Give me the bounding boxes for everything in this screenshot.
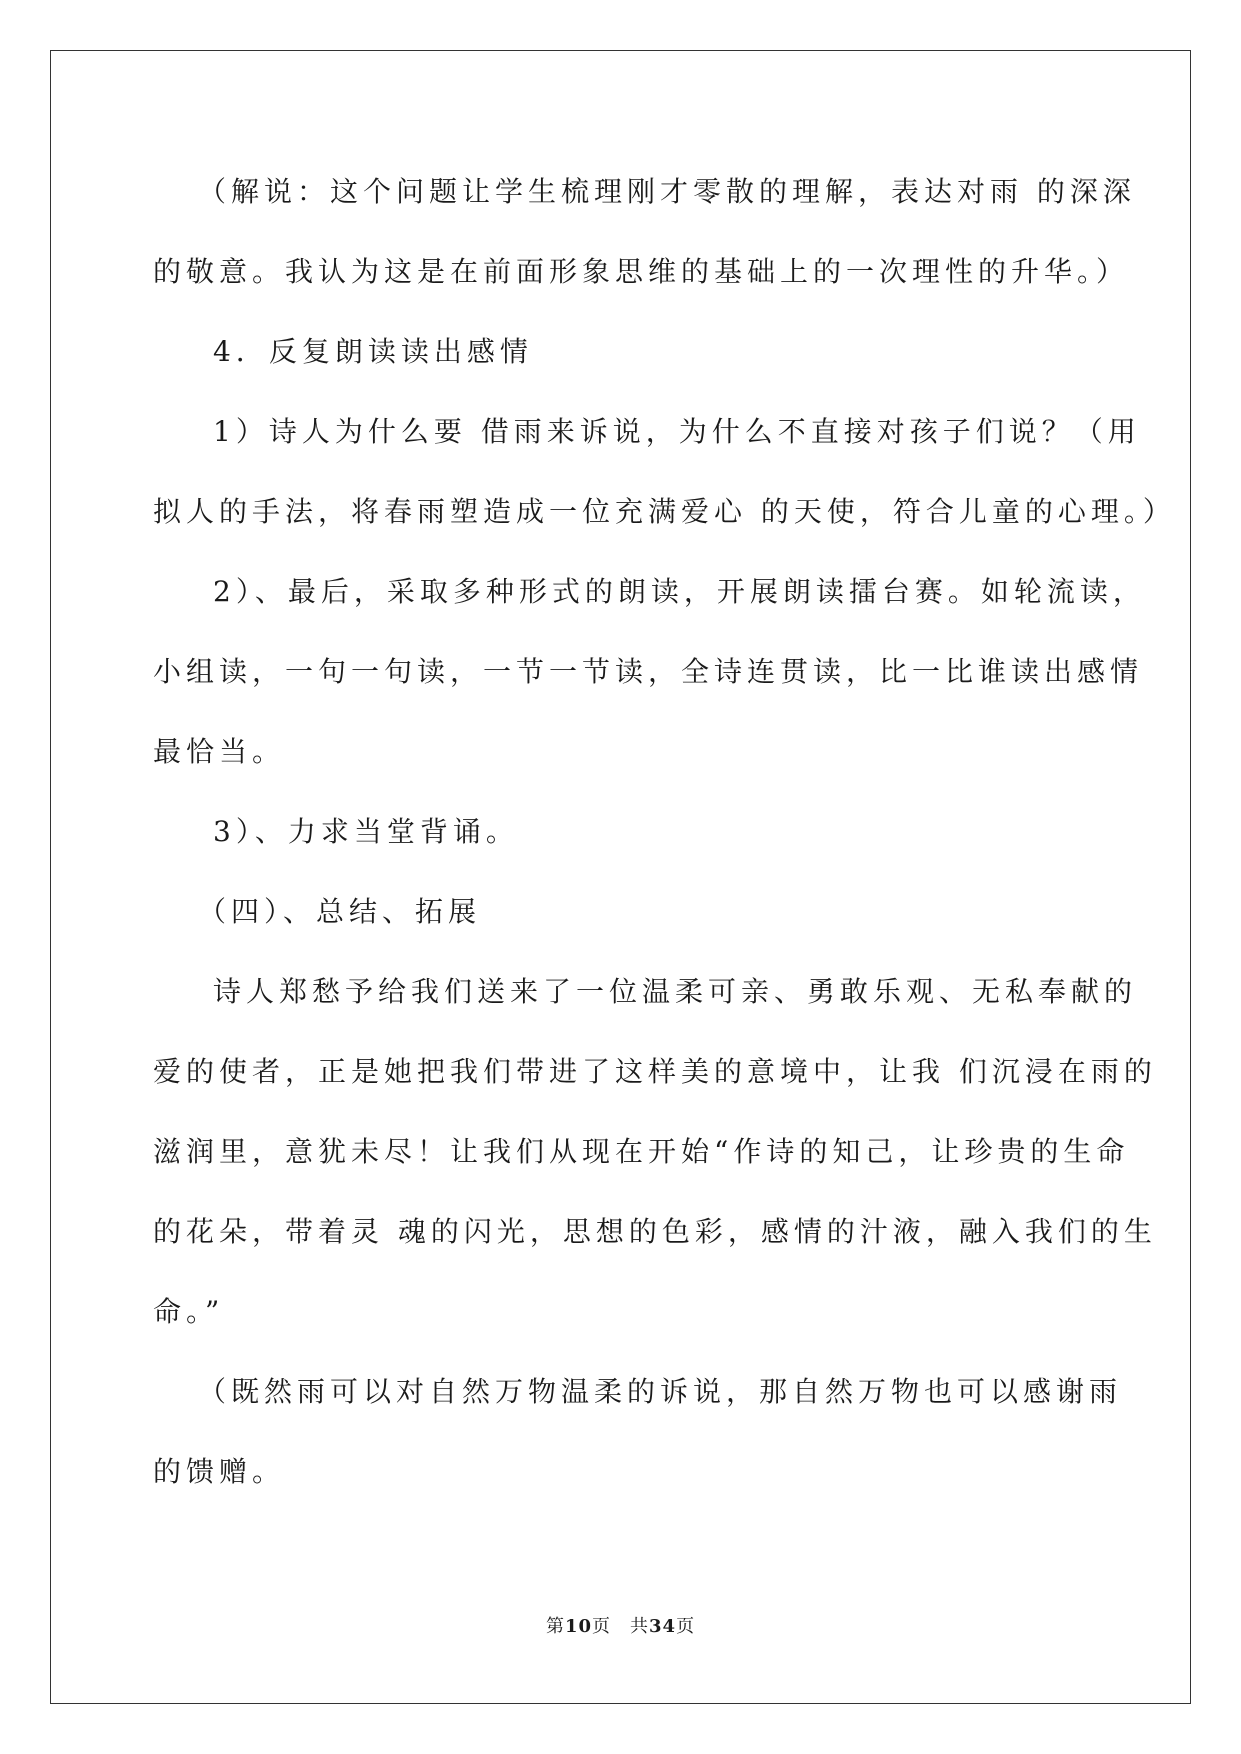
paragraph-line: 3）、力求当堂背诵。 bbox=[213, 815, 519, 848]
current-page-number: 10 bbox=[564, 1616, 592, 1637]
footer-suffix: 页 bbox=[676, 1616, 696, 1637]
paragraph-line: 滋润里，意犹未尽！让我们从现在开始“作诗的知己，让珍贵的生命 bbox=[153, 1135, 1130, 1168]
total-pages-number: 34 bbox=[649, 1616, 677, 1637]
footer-prefix: 第 bbox=[545, 1616, 565, 1637]
paragraph-line: 的敬意。我认为这是在前面形象思维的基础上的一次理性的升华。） bbox=[153, 255, 1130, 288]
paragraph-line: （既然雨可以对自然万物温柔的诉说，那自然万物也可以感谢雨 bbox=[198, 1375, 1123, 1408]
paragraph-line: 爱的使者，正是她把我们带进了这样美的意境中，让我 们沉浸在雨的 bbox=[153, 1055, 1157, 1088]
section-heading: （四）、总结、拓展 bbox=[198, 895, 482, 928]
paragraph-line: 拟人的手法，将春雨塑造成一位充满爱心 的天使，符合儿童的心理。） bbox=[153, 495, 1176, 528]
section-heading: 4．反复朗读读出感情 bbox=[213, 335, 533, 368]
paragraph-line: 1）诗人为什么要 借雨来诉说，为什么不直接对孩子们说？（用 bbox=[213, 415, 1141, 448]
paragraph-line: 的馈赠。 bbox=[153, 1455, 286, 1488]
paragraph-line: 最恰当。 bbox=[153, 735, 286, 768]
footer-middle: 页 共 bbox=[592, 1616, 649, 1637]
paragraph-line: 命。” bbox=[153, 1295, 225, 1328]
page-number-footer bbox=[0, 1612, 1241, 1638]
paragraph-line: （解说：这个问题让学生梳理刚才零散的理解，表达对雨 的深深 bbox=[198, 175, 1136, 208]
paragraph-line: 诗人郑愁予给我们送来了一位温柔可亲、勇敢乐观、无私奉献的 bbox=[213, 975, 1138, 1008]
paragraph-line: 的花朵，带着灵 魂的闪光，思想的色彩，感情的汁液，融入我们的生 bbox=[153, 1215, 1157, 1248]
paragraph-line: 2）、最后，采取多种形式的朗读，开展朗读擂台赛。如轮流读， bbox=[213, 575, 1146, 608]
paragraph-line: 小组读，一句一句读，一节一节读，全诗连贯读，比一比谁读出感情 bbox=[153, 655, 1144, 688]
